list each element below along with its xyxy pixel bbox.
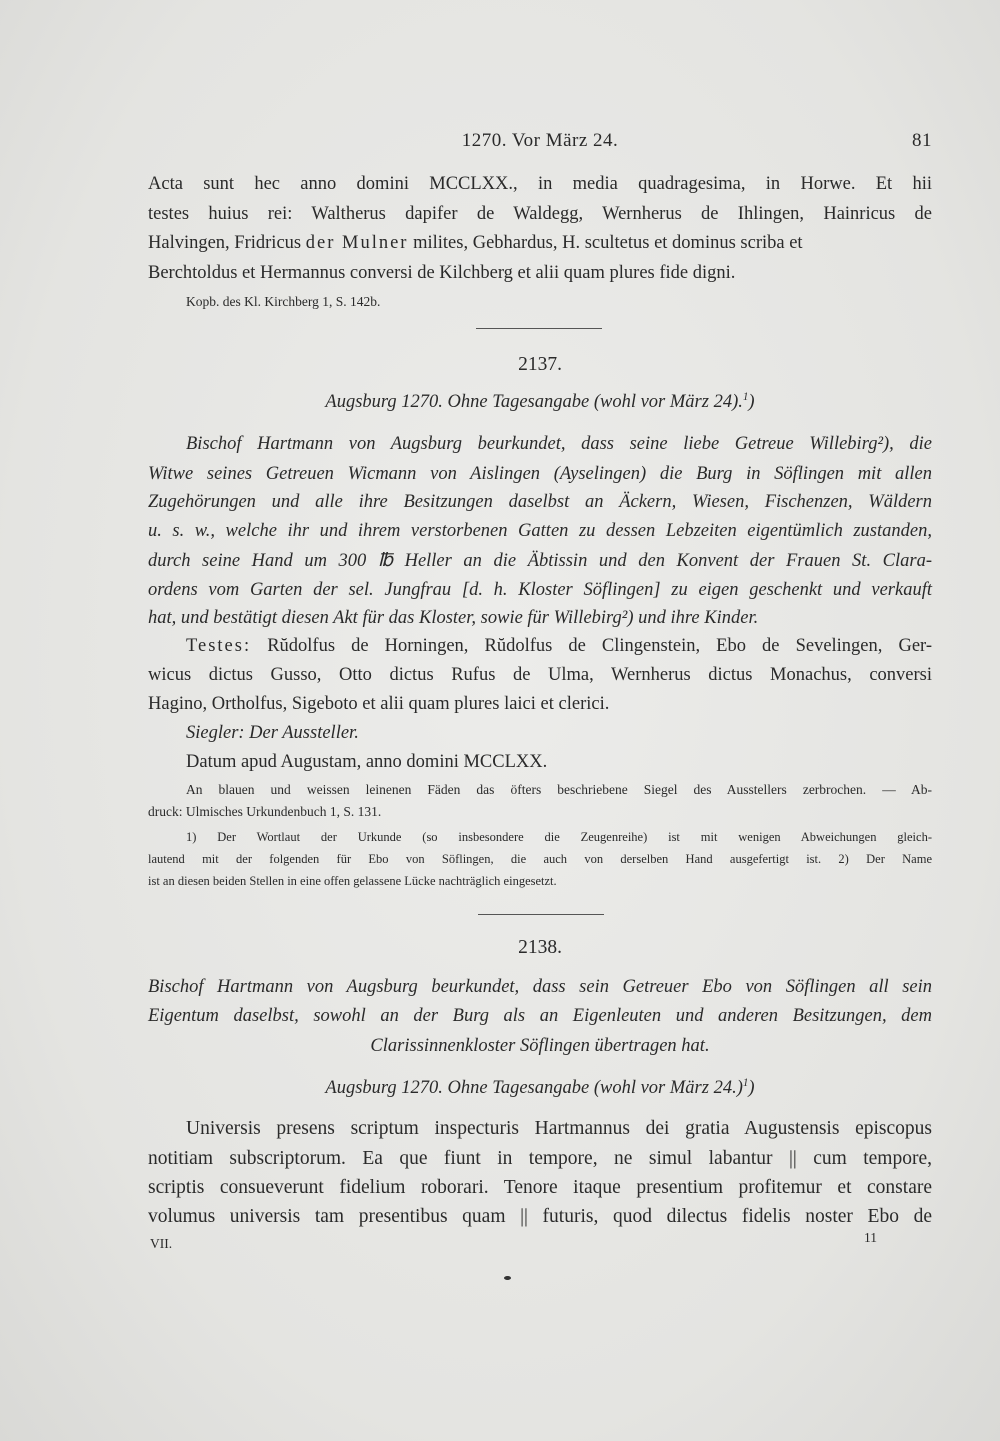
testes-text-1: Rŭdolfus de Horningen, Rŭdolfus de Clingenstein, Ebo de Sevelingen, Ger- bbox=[267, 636, 932, 656]
intro-line-3 bbox=[148, 233, 932, 254]
doc-2138-summary-1: Bischof Hartmann von Augsburg beurkundet, dass sein Getreuer Ebo von Söflingen all sein bbox=[148, 977, 932, 997]
doc-2138-text-4: volumus universis tam presentibus quam || futuris, quod dilectus fidelis noster Ebo de bbox=[148, 1206, 932, 1227]
doc-2138-number: 2138. bbox=[518, 937, 562, 958]
doc-2138-text-1: Universis presens scriptum inspecturis Hartmannus dei gratia Augustensis episcopus bbox=[186, 1118, 932, 1139]
doc-2137-testes-1 bbox=[186, 636, 932, 657]
doc-2138-dateline-text: Augsburg 1270. Ohne Tagesangabe (wohl vor März 24.) bbox=[325, 1078, 743, 1098]
signature-left: VII. bbox=[150, 1236, 173, 1251]
doc-2137-datum: Datum apud Augustam, anno domini MCCLXX. bbox=[186, 752, 548, 772]
intro-line-4: Berchtoldus et Hermannus conversi de Kilchberg et alii quam plures fide digni. bbox=[148, 263, 736, 283]
doc-2138-summary-3: Clarissinnenkloster Söflingen übertragen hat. bbox=[370, 1036, 710, 1056]
doc-2137-summary-5: durch seine Hand um 300 ℔ Heller an die Äbtissin und den Konvent der Frauen St. Clara- bbox=[148, 551, 932, 571]
separator-rule-1 bbox=[476, 328, 602, 329]
intro-line-3c: milites, Gebhardus, H. scultetus et dominus scriba et bbox=[413, 233, 803, 253]
signature-right: 11 bbox=[864, 1230, 877, 1245]
doc-2137-number: 2137. bbox=[518, 354, 562, 375]
doc-2137-footnote-1: 1) Der Wortlaut der Urkunde (so insbesondere die Zeugenreihe) ist mit wenigen Abweichungen gleich- bbox=[186, 830, 932, 844]
intro-line-3a: Halvingen, Fridricus bbox=[148, 233, 302, 253]
doc-2137-testes-2: wicus dictus Gusso, Otto dictus Rufus de Ulma, Wernherus dictus Monachus, conversi bbox=[148, 665, 932, 685]
testes-label: Testes: bbox=[186, 636, 252, 656]
ink-spot bbox=[504, 1276, 511, 1280]
doc-2137-dateline: Augsburg 1270. Ohne Tagesangabe (wohl vor März 24).$^1$) bbox=[325, 390, 755, 412]
doc-2137-testes-3: Hagino, Ortholfus, Sigeboto et alii quam plures laici et clerici. bbox=[148, 694, 610, 714]
doc-2137-remark-2: druck: Ulmisches Urkundenbuch 1, S. 131. bbox=[148, 804, 382, 819]
page-number: 81 bbox=[912, 130, 932, 151]
intro-line-1: Acta sunt hec anno domini MCCLXX., in media quadragesima, in Horwe. Et hii bbox=[148, 174, 932, 194]
intro-source: Kopb. des Kl. Kirchberg 1, S. 142b. bbox=[186, 294, 381, 309]
doc-2137-siegler: Siegler: Der Aussteller. bbox=[186, 723, 359, 743]
header-title: 1270. Vor März 24. bbox=[461, 130, 619, 151]
doc-2137-summary-7: hat, und bestätigt diesen Akt für das Kloster, sowie für Willebirg²) und ihre Kinder. bbox=[148, 608, 759, 628]
doc-2138-dateline-note: 1 bbox=[742, 1076, 749, 1089]
doc-2138-summary-2: Eigentum daselbst, sowohl an der Burg als an Eigenleuten und anderen Besitzungen, dem bbox=[148, 1006, 932, 1026]
doc-2137-remark-1: An blauen und weissen leinenen Fäden das öfters beschriebene Siegel des Ausstellers zerbrochen. — Ab- bbox=[186, 782, 932, 797]
doc-2137-footnote-2: lautend mit der folgenden für Ebo von Söflingen, die auch von derselben Hand ausgefertigt ist. 2) Der Name bbox=[148, 852, 932, 866]
doc-2138-text-2: notitiam subscriptorum. Ea que fiunt in tempore, ne simul labantur || cum tempore, bbox=[148, 1148, 932, 1169]
separator-rule-2 bbox=[478, 914, 604, 915]
doc-2137-summary-3: Zugehörungen und alle ihre Besitzungen daselbst an Äckern, Wiesen, Fischenzen, Wäldern bbox=[148, 492, 932, 512]
doc-2137-summary-4: u. s. w., welche ihr und ihrem verstorbenen Gatten zu dessen Lebzeiten eigentümlich zustanden, bbox=[148, 521, 932, 541]
intro-line-3b: der Mulner bbox=[305, 233, 409, 253]
running-header bbox=[148, 130, 932, 160]
doc-2137-summary-2: Witwe seines Getreuen Wicmann von Aislingen (Ayselingen) die Burg in Söflingen mit allen bbox=[148, 464, 932, 484]
doc-2137-dateline-text: Augsburg 1270. Ohne Tagesangabe (wohl vor März 24). bbox=[325, 392, 743, 412]
doc-2138-text-3: scriptis consueverunt fidelium roborari. Tenore itaque presentium profitemur et constare bbox=[148, 1177, 932, 1198]
doc-2137-summary-1: Bischof Hartmann von Augsburg beurkundet, dass seine liebe Getreue Willebirg²), die bbox=[186, 434, 932, 454]
doc-2137-summary-6: ordens vom Garten der sel. Jungfrau [d. h. Kloster Söflingen] zu eigen geschenkt und verkauft bbox=[148, 580, 932, 600]
doc-2138-dateline: Augsburg 1270. Ohne Tagesangabe (wohl vor März 24.)$^1$) bbox=[325, 1076, 755, 1098]
doc-2137-dateline-note: 1 bbox=[742, 390, 749, 403]
doc-2137-footnote-3: ist an diesen beiden Stellen in eine offen gelassene Lücke nachträglich eingesetzt. bbox=[148, 874, 557, 888]
intro-line-2: testes huius rei: Waltherus dapifer de Waldegg, Wernherus de Ihlingen, Hainricus de bbox=[148, 204, 932, 224]
